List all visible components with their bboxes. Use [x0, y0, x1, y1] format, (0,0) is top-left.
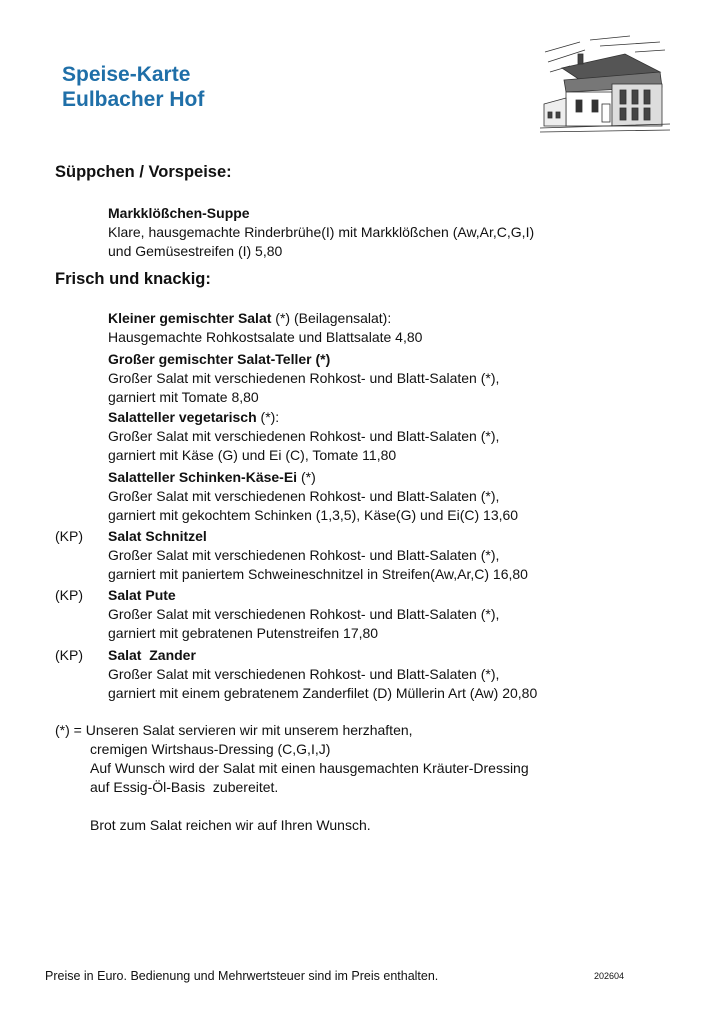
item-name-suffix: (*) [297, 469, 316, 485]
dressing-note [55, 721, 529, 835]
menu-item [108, 646, 688, 703]
item-description: Großer Salat mit verschiedenen Rohkost- und Blatt-Salaten (*), [108, 666, 500, 682]
item-name: Markklößchen-Suppe [108, 205, 250, 221]
item-description: Hausgemachte Rohkostsalate und Blattsalate 4,80 [108, 329, 423, 345]
item-description: garniert mit paniertem Schweineschnitzel in Streifen(Aw,Ar,C) 16,80 [108, 566, 528, 582]
page-title [62, 62, 204, 112]
note-line: Auf Wunsch wird der Salat mit einen hausgemachten Kräuter-Dressing [90, 760, 529, 776]
item-description: garniert mit einem gebratenem Zanderfilet (D) Müllerin Art (Aw) 20,80 [108, 685, 538, 701]
section-heading-soups: Süppchen / Vorspeise: [55, 163, 232, 181]
section-heading-salads: Frisch und knackig: [55, 270, 211, 288]
title-line-2: Eulbacher Hof [62, 88, 205, 111]
item-name: Salat Zander [108, 647, 196, 663]
menu-item [108, 350, 688, 407]
title-line-1: Speise-Karte [62, 63, 191, 86]
item-name: Kleiner gemischter Salat [108, 310, 272, 326]
menu-item [108, 527, 688, 584]
item-name: Salat Schnitzel [108, 528, 207, 544]
item-description: garniert mit gekochtem Schinken (1,3,5), Käse(G) und Ei(C) 13,60 [108, 507, 519, 523]
note-line: auf Essig-Öl-Basis zubereitet. [90, 779, 279, 795]
menu-item [108, 586, 688, 643]
item-name: Salatteller vegetarisch [108, 409, 257, 425]
item-description: Großer Salat mit verschiedenen Rohkost- und Blatt-Salaten (*), [108, 488, 500, 504]
footer-text: Preise in Euro. Bedienung und Mehrwertsteuer sind im Preis enthalten. [45, 969, 439, 983]
document-code: 202604 [594, 971, 625, 981]
item-description: garniert mit Tomate 8,80 [108, 389, 259, 405]
item-description: Großer Salat mit verschiedenen Rohkost- und Blatt-Salaten (*), [108, 370, 500, 386]
item-name-suffix: (*) (Beilagensalat): [271, 310, 392, 326]
item-description: Großer Salat mit verschiedenen Rohkost- und Blatt-Salaten (*), [108, 547, 500, 563]
bread-note: Brot zum Salat reichen wir auf Ihren Wunsch. [90, 817, 371, 833]
menu-item [108, 468, 688, 525]
item-name: Großer gemischter Salat-Teller (*) [108, 351, 331, 367]
item-name-suffix: (*): [256, 409, 280, 425]
note-line: cremigen Wirtshaus-Dressing (C,G,I,J) [90, 741, 331, 757]
kp-marker: (KP) [55, 587, 83, 603]
kp-marker: (KP) [55, 647, 83, 663]
item-name: Salat Pute [108, 587, 176, 603]
item-description: garniert mit Käse (G) und Ei (C), Tomate 11,80 [108, 447, 397, 463]
item-description: Großer Salat mit verschiedenen Rohkost- und Blatt-Salaten (*), [108, 428, 500, 444]
item-description: Großer Salat mit verschiedenen Rohkost- und Blatt-Salaten (*), [108, 606, 500, 622]
menu-item [108, 408, 688, 465]
note-first-line: (*) = Unseren Salat servieren wir mit unserem herzhaften, [55, 722, 413, 738]
item-description: garniert mit gebratenen Putenstreifen 17,80 [108, 625, 379, 641]
menu-item [108, 204, 688, 261]
item-description: Klare, hausgemachte Rinderbrühe(I) mit Markklößchen (Aw,Ar,C,G,I) [108, 224, 535, 240]
building-sketch-icon [540, 32, 670, 136]
kp-marker: (KP) [55, 528, 83, 544]
item-description: und Gemüsestreifen (I) 5,80 [108, 243, 283, 259]
item-name: Salatteller Schinken-Käse-Ei [108, 469, 298, 485]
menu-item [108, 309, 688, 347]
